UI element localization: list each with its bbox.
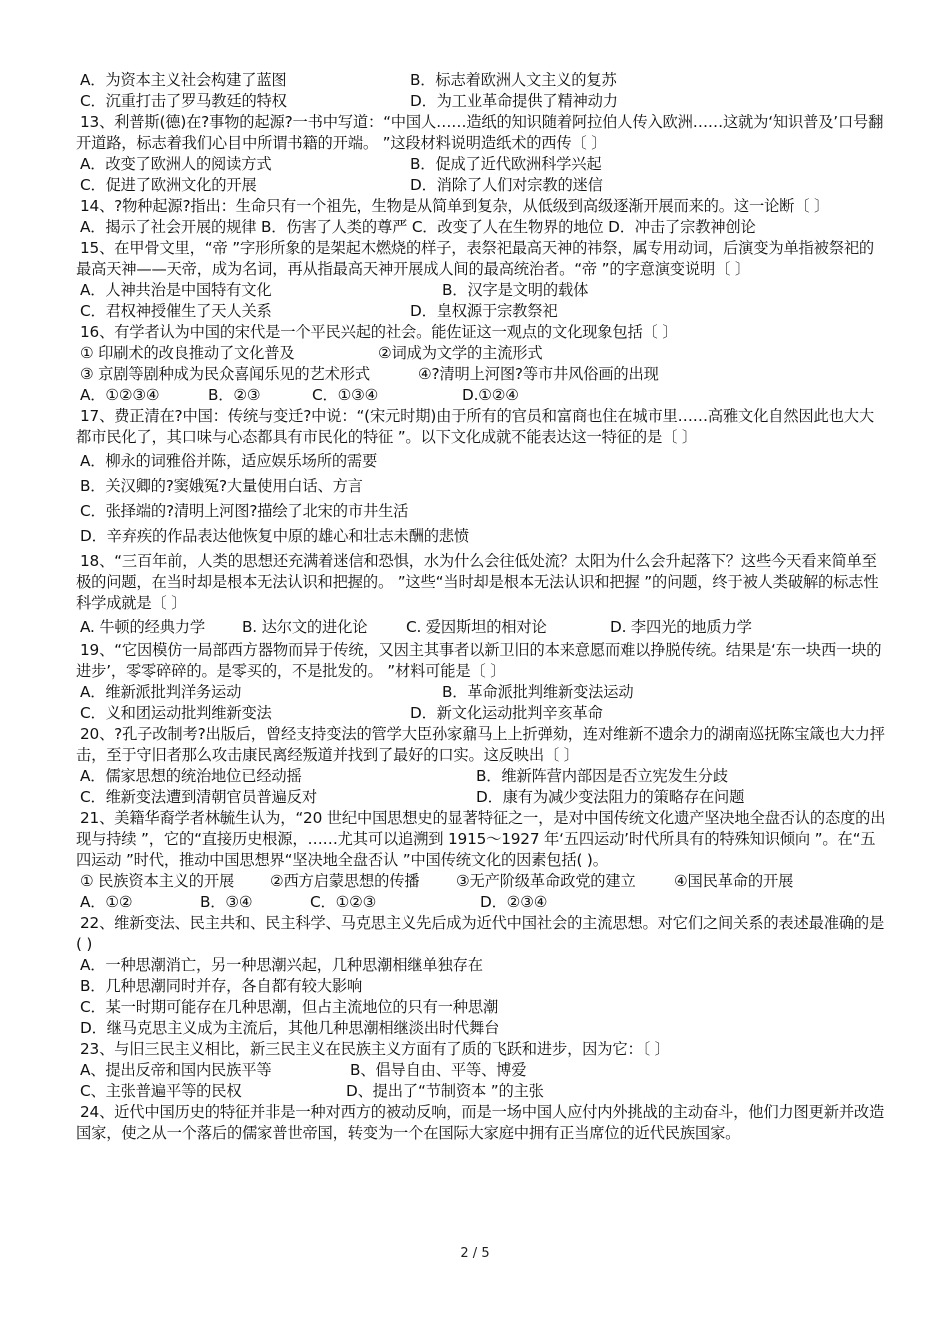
q14-stem: 14、?物种起源?指出：生命只有一个祖先，生物是从简单到复杂，从低级到高级逐渐开展而来的。这一论断〔 〕 bbox=[80, 197, 830, 215]
q14-options: A．揭示了社会开展的规律 B．伤害了人类的尊严 C．改变了人在生物界的地位 D．冲击了宗教神创论 bbox=[80, 218, 756, 236]
q15-stem: 15、在甲骨文里，“帝 ”字形所象的是架起木燃烧的样子，表祭祀最高天神的祎祭，属专用动词，后演变为单指被祭祀的最高天神——天帝，成为名词，再从指最高天神开展成人间的最高统治者。“帝 ”的字意演变说明〔 〕 bbox=[76, 239, 875, 278]
q13-option-c: C．促进了欧洲文化的开展 bbox=[80, 176, 257, 194]
q17-option-b: B．关汉卿的?窦娥冤?大量使用白话、方言 bbox=[80, 477, 363, 495]
q18-options bbox=[76, 614, 886, 640]
q21-option-a: A．①② bbox=[80, 893, 133, 911]
q15-option-a: A．人神共治是中国特有文化 bbox=[80, 281, 272, 299]
q16-option-d: D.①②④ bbox=[462, 386, 519, 404]
q22-option-d: D．继马克思主义成为主流后，其他几种思潮相继淡出时代舞台 bbox=[80, 1019, 500, 1037]
q15-option-b: B．汉字是文明的载体 bbox=[442, 281, 589, 299]
q15-option-d: D．皇权源于宗教祭祀 bbox=[410, 302, 558, 320]
q19-option-d: D．新文化运动批判辛亥革命 bbox=[410, 704, 603, 722]
q22-option-a: A．一种思潮消亡，另一种思潮兴起，几种思潮相继单独存在 bbox=[80, 956, 483, 974]
q19-option-c: C．义和团运动批判维新变法 bbox=[80, 704, 272, 722]
q21-item-2: ②西方启蒙思想的传播 bbox=[270, 872, 420, 890]
q16-item-3: ③ 京剧等剧种成为民众喜闻乐见的艺术形式 bbox=[80, 365, 370, 383]
q18-option-c: C. 爱因斯坦的相对论 bbox=[406, 618, 547, 636]
q12-option-c: C．沉重打击了罗马教廷的特权 bbox=[80, 92, 287, 110]
q16-option-c: C．①③④ bbox=[312, 386, 379, 404]
q13-stem: 13、利普斯(德)在?事物的起源?一书中写道：“中国人……造纸的知识随着阿拉伯人传入欧洲……这就为‘知识普及’口号翻开道路，标志着我们心目中所谓书籍的开端。 ”这段材料说明造纸术的西传〔 〕 bbox=[76, 113, 884, 152]
q22-option-c: C．某一时期可能存在几种思潮，但占主流地位的只有一种思潮 bbox=[80, 998, 499, 1016]
q13-option-a: A．改变了欧洲人的阅读方式 bbox=[80, 155, 272, 173]
q18-option-a: A. 牛顿的经典力学 bbox=[80, 618, 205, 636]
q13-options-row2 bbox=[76, 175, 886, 196]
q12-option-b: B．标志着欧洲人文主义的复苏 bbox=[410, 71, 617, 89]
q20-option-d: D．康有为减少变法阻力的策略存在问题 bbox=[476, 788, 745, 806]
q23-option-c: C、主张普遍平等的民权 bbox=[80, 1082, 242, 1100]
q20-options-row1 bbox=[76, 766, 886, 787]
q13-option-b: B．促成了近代欧洲科学兴起 bbox=[410, 155, 602, 173]
q15-options-row2 bbox=[76, 301, 886, 322]
q21-options bbox=[76, 892, 886, 913]
q23-option-b: B、倡导自由、平等、博爱 bbox=[350, 1061, 527, 1079]
q16-items-row1 bbox=[76, 343, 886, 364]
q19-options-row1 bbox=[76, 682, 886, 703]
q23-option-d: D、提出了“节制资本 ”的主张 bbox=[346, 1082, 544, 1100]
q16-item-2: ②词成为文学的主流形式 bbox=[378, 344, 543, 362]
q20-stem: 20、?孔子改制考?出版后，曾经支持变法的管学大臣孙家鼐马上上折弹劾，连对维新不遗余力的湖南巡抚陈宝箴也大力抨击，至于守旧者那么攻击康民离经叛道并找到了最好的口实。这反映出〔 〕 bbox=[76, 725, 885, 764]
q20-option-c: C．维新变法遭到清朝官员普遍反对 bbox=[80, 788, 317, 806]
q12-options-row2 bbox=[76, 91, 886, 112]
q21-option-d: D．②③④ bbox=[480, 893, 548, 911]
q17-stem: 17、费正清在?中国：传统与变迁?中说：“(宋元时期)由于所有的官员和富商也住在城市里……高雅文化自然因此也大大都市民化了，其口味与心态都具有市民化的特征 ”。以下文化成就不能表达这一特征的是〔 〕 bbox=[76, 407, 874, 446]
q21-option-c: C．①②③ bbox=[310, 893, 377, 911]
q20-option-a: A．儒家思想的统治地位已经动摇 bbox=[80, 767, 302, 785]
q16-options bbox=[76, 385, 886, 406]
q19-option-b: B．革命派批判维新变法运动 bbox=[442, 683, 634, 701]
q12-option-d: D．为工业革命提供了精神动力 bbox=[410, 92, 618, 110]
q22-stem: 22、维新变法、民主共和、民主科学、马克思主义先后成为近代中国社会的主流思想。对它们之间关系的表述最准确的是( ) bbox=[76, 914, 885, 953]
q24-stem: 24、近代中国历史的特征并非是一种对西方的被动反响，而是一场中国人应付内外挑战的主动奋斗，他们力图更新并改造国家，使之从一个落后的儒家普世帝国，转变为一个在国际大家庭中拥有正当席位的近代民族国家。 bbox=[76, 1103, 885, 1142]
q16-option-a: A．①②③④ bbox=[80, 386, 160, 404]
q21-item-4: ④国民革命的开展 bbox=[674, 872, 794, 890]
q19-stem: 19、“它因模仿一局部西方器物而异于传统，又因主其事者以新卫旧的本来意愿而难以挣脱传统。结果是‘东一块西一块的进步’，零零碎碎的。是零买的，不是批发的。 ”材料可能是〔 〕 bbox=[76, 641, 882, 680]
q23-options-row2 bbox=[76, 1081, 886, 1102]
q15-options-row1 bbox=[76, 280, 886, 301]
q18-option-b: B. 达尔文的进化论 bbox=[242, 618, 368, 636]
q21-items bbox=[76, 871, 886, 892]
q23-options-row1 bbox=[76, 1060, 886, 1081]
q17-option-c: C．张择端的?清明上河图?描绘了北宋的市井生活 bbox=[80, 502, 409, 520]
q16-item-1: ① 印刷术的改良推动了文化普及 bbox=[80, 344, 295, 362]
q12-option-a: A．为资本主义社会构建了蓝图 bbox=[80, 71, 287, 89]
q13-option-d: D．消除了人们对宗教的迷信 bbox=[410, 176, 603, 194]
q20-option-b: B．维新阵营内部因是否立宪发生分歧 bbox=[476, 767, 728, 785]
q15-option-c: C．君权神授催生了天人关系 bbox=[80, 302, 272, 320]
q21-option-b: B．③④ bbox=[200, 893, 253, 911]
question-list bbox=[76, 70, 886, 1144]
page-number: 2 / 5 bbox=[460, 1246, 490, 1261]
q19-option-a: A．维新派批判洋务运动 bbox=[80, 683, 242, 701]
q12-options-row1 bbox=[76, 70, 886, 91]
q20-options-row2 bbox=[76, 787, 886, 808]
q16-stem: 16、有学者认为中国的宋代是一个平民兴起的社会。能佐证这一观点的文化现象包括〔 〕 bbox=[80, 323, 678, 341]
q17-option-a: A．柳永的词雅俗并陈，适应娱乐场所的需要 bbox=[80, 452, 378, 470]
q13-options-row1 bbox=[76, 154, 886, 175]
q16-items-row2 bbox=[76, 364, 886, 385]
q23-option-a: A、提出反帝和国内民族平等 bbox=[80, 1061, 272, 1079]
q19-options-row2 bbox=[76, 703, 886, 724]
q16-item-4: ④?清明上河图?等市井风俗画的出现 bbox=[418, 365, 659, 383]
q18-option-d: D. 李四光的地质力学 bbox=[610, 618, 752, 636]
q21-item-1: ① 民族资本主义的开展 bbox=[80, 872, 235, 890]
q16-option-b: B．②③ bbox=[208, 386, 261, 404]
q21-item-3: ③无产阶级革命政党的建立 bbox=[456, 872, 636, 890]
q17-option-d: D．辛弃疾的作品表达他恢复中原的雄心和壮志未酬的悲愤 bbox=[80, 527, 470, 545]
q23-stem: 23、与旧三民主义相比，新三民主义在民族主义方面有了质的飞跃和进步，因为它：〔 〕 bbox=[80, 1040, 670, 1058]
q22-option-b: B．几种思潮同时并存，各自都有较大影响 bbox=[80, 977, 363, 995]
q18-stem: 18、“三百年前，人类的思想还充满着迷信和恐惧，水为什么会往低处流？太阳为什么会升起落下？这些今天看来简单至极的问题，在当时却是根本无法认识和把握的。 ”这些“当时却是根本无法认识和把握 ”的问题，终于被人类破解的标志性科学成就是〔 〕 bbox=[76, 552, 879, 612]
q21-stem: 21、美籍华裔学者林毓生认为，“20 世纪中国思想史的显著特征之一，是对中国传统文化遗产坚决地全盘否认的态度的出现与持续 ”，它的“直接历史根源，……尤其可以追溯到 1915～1927 年‘五四运动’时代所具有的特殊知识倾向 ”。在“五四运动 ”时代，推动中国思想界“坚决地全盘否认 ”中国传统文化的因素包括( )。 bbox=[76, 809, 886, 869]
